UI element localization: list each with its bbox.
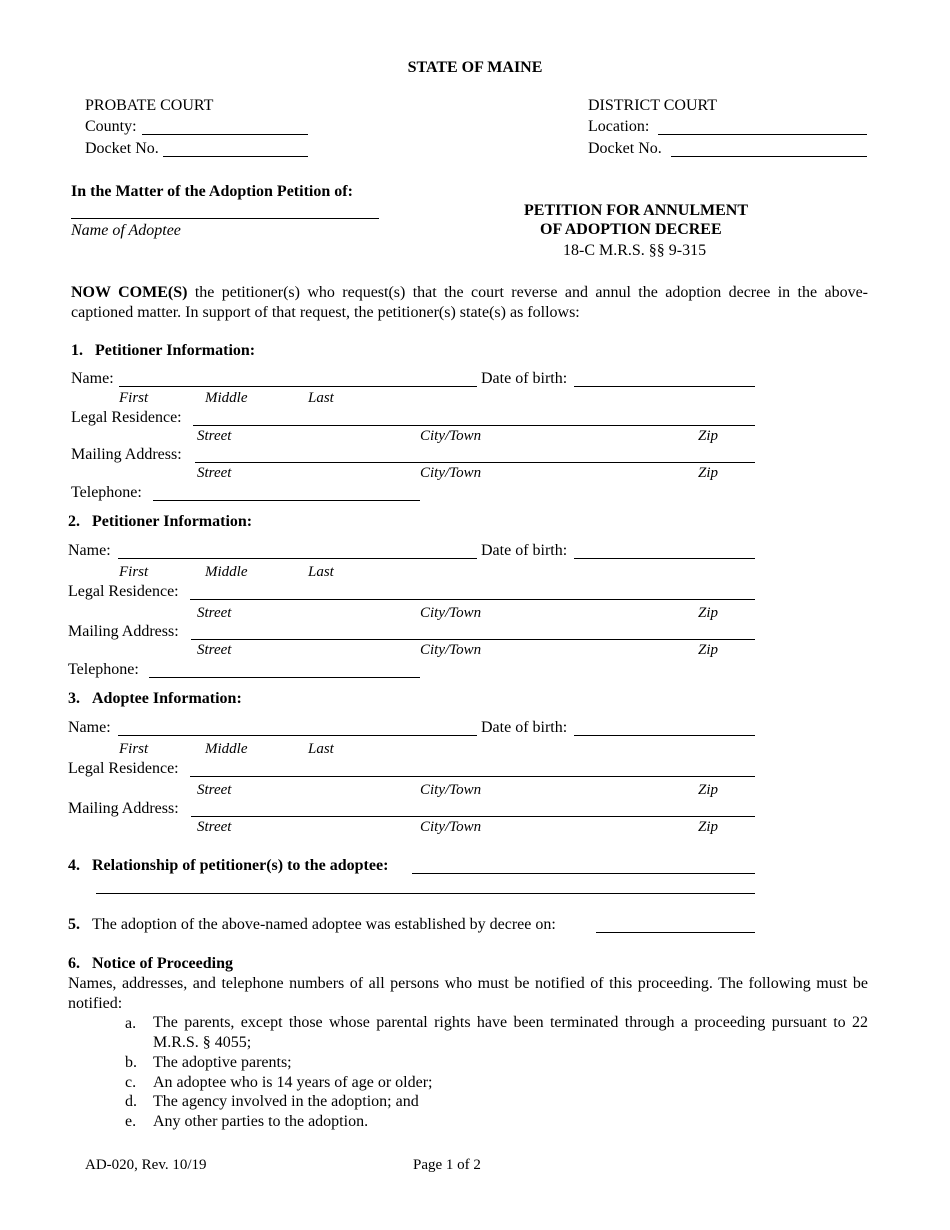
s2-ma-street-caption: Street bbox=[197, 642, 232, 658]
s3-mailing-address-field[interactable] bbox=[191, 816, 755, 817]
s1-telephone-label: Telephone: bbox=[71, 484, 142, 501]
s3-mailing-address-label: Mailing Address: bbox=[68, 800, 179, 817]
location-field[interactable] bbox=[658, 134, 867, 135]
probate-docket-label: Docket No. bbox=[85, 140, 159, 157]
probate-docket-field[interactable] bbox=[163, 156, 308, 157]
s1-first-caption: First bbox=[119, 390, 149, 406]
s1-ma-city-caption: City/Town bbox=[420, 465, 482, 481]
s2-telephone-label: Telephone: bbox=[68, 661, 139, 678]
section-5-text: 5. The adoption of the above-named adoptee was established by decree on: bbox=[68, 916, 556, 933]
s3-ma-zip-caption: Zip bbox=[698, 819, 719, 835]
s1-telephone-field[interactable] bbox=[153, 500, 420, 501]
form-id: AD-020, Rev. 10/19 bbox=[85, 1157, 207, 1173]
s3-first-caption: First bbox=[119, 741, 149, 757]
s1-lr-zip-caption: Zip bbox=[698, 428, 719, 444]
state-heading: STATE OF MAINE bbox=[407, 59, 543, 76]
matter-label: In the Matter of the Adoption Petition of: bbox=[71, 183, 353, 200]
s1-ma-street-caption: Street bbox=[197, 465, 232, 481]
s3-lr-zip-caption: Zip bbox=[698, 782, 719, 798]
district-docket-field[interactable] bbox=[671, 156, 867, 157]
s2-mailing-address-field[interactable] bbox=[191, 639, 755, 640]
s2-name-field[interactable] bbox=[118, 558, 477, 559]
adoptee-name-field[interactable] bbox=[71, 218, 379, 219]
section-2-heading: 2. Petitioner Information: bbox=[68, 513, 253, 530]
s1-legal-residence-label: Legal Residence: bbox=[71, 409, 182, 426]
notice-paragraph: Names, addresses, and telephone numbers of all persons who must be notified of this proceeding. The following must be notified: bbox=[68, 975, 868, 1012]
s2-legal-residence-field[interactable] bbox=[190, 599, 755, 600]
s3-ma-street-caption: Street bbox=[197, 819, 232, 835]
s3-legal-residence-label: Legal Residence: bbox=[68, 760, 179, 777]
section-1-heading: 1. Petitioner Information: bbox=[71, 342, 256, 359]
county-label: County: bbox=[85, 118, 137, 135]
s1-name-field[interactable] bbox=[119, 386, 477, 387]
s2-lr-city-caption: City/Town bbox=[420, 605, 482, 621]
s1-legal-residence-field[interactable] bbox=[193, 425, 755, 426]
s2-middle-caption: Middle bbox=[205, 564, 248, 580]
s3-name-label: Name: bbox=[68, 719, 111, 736]
notice-item-b-text: The adoptive parents; bbox=[153, 1054, 292, 1071]
s1-dob-label: Date of birth: bbox=[481, 370, 568, 387]
statute-citation: 18-C M.R.S. §§ 9-315 bbox=[563, 242, 707, 259]
s1-name-label: Name: bbox=[71, 370, 114, 387]
s1-last-caption: Last bbox=[308, 390, 334, 406]
form-title-line1: PETITION FOR ANNULMENT bbox=[524, 202, 749, 219]
s1-dob-field[interactable] bbox=[574, 386, 755, 387]
s2-ma-zip-caption: Zip bbox=[698, 642, 719, 658]
s3-dob-field[interactable] bbox=[574, 735, 755, 736]
s3-last-caption: Last bbox=[308, 741, 334, 757]
location-label: Location: bbox=[588, 118, 650, 135]
probate-court-title: PROBATE COURT bbox=[85, 97, 214, 114]
district-court-title: DISTRICT COURT bbox=[588, 97, 717, 114]
s2-name-label: Name: bbox=[68, 542, 111, 559]
notice-item-e-text: Any other parties to the adoption. bbox=[153, 1113, 369, 1130]
s2-mailing-address-label: Mailing Address: bbox=[68, 623, 179, 640]
s1-lr-street-caption: Street bbox=[197, 428, 232, 444]
s2-legal-residence-label: Legal Residence: bbox=[68, 583, 179, 600]
intro-paragraph bbox=[71, 283, 868, 323]
notice-item-c-text: An adoptee who is 14 years of age or older; bbox=[153, 1074, 433, 1091]
intro-text: the petitioner(s) who request(s) that the court reverse and annul the adoption decree in the above-captioned matter. In support of that request, the petitioner(s) state(s) as follows: bbox=[71, 284, 868, 321]
s3-ma-city-caption: City/Town bbox=[420, 819, 482, 835]
form-title-line2: OF ADOPTION DECREE bbox=[540, 221, 722, 238]
s1-ma-zip-caption: Zip bbox=[698, 465, 719, 481]
notice-item-a-text: The parents, except those whose parental rights have been terminated through a proceeding pursuant to 22 M.R.S. § 4055; bbox=[153, 1014, 868, 1051]
notice-item-a-letter: a. bbox=[125, 1015, 137, 1032]
s2-dob-field[interactable] bbox=[574, 558, 755, 559]
adoptee-name-caption: Name of Adoptee bbox=[71, 222, 181, 239]
notice-item-e-letter: e. bbox=[125, 1113, 137, 1130]
s3-middle-caption: Middle bbox=[205, 741, 248, 757]
notice-item-b-letter: b. bbox=[125, 1054, 137, 1071]
notice-item-c-letter: c. bbox=[125, 1074, 137, 1091]
relationship-field-line2[interactable] bbox=[96, 893, 755, 894]
s2-telephone-field[interactable] bbox=[149, 677, 420, 678]
page-number: Page 1 of 2 bbox=[413, 1157, 481, 1173]
s2-lr-street-caption: Street bbox=[197, 605, 232, 621]
s3-dob-label: Date of birth: bbox=[481, 719, 568, 736]
s2-first-caption: First bbox=[119, 564, 149, 580]
notice-item-d-text: The agency involved in the adoption; and bbox=[153, 1093, 419, 1110]
s1-lr-city-caption: City/Town bbox=[420, 428, 482, 444]
s1-mailing-address-label: Mailing Address: bbox=[71, 446, 182, 463]
s1-middle-caption: Middle bbox=[205, 390, 248, 406]
section-4-heading: 4. Relationship of petitioner(s) to the adoptee: bbox=[68, 857, 389, 874]
s2-last-caption: Last bbox=[308, 564, 334, 580]
s3-name-field[interactable] bbox=[118, 735, 477, 736]
s3-legal-residence-field[interactable] bbox=[190, 776, 755, 777]
section-3-heading: 3. Adoptee Information: bbox=[68, 690, 242, 707]
district-docket-label: Docket No. bbox=[588, 140, 662, 157]
notice-item-d-letter: d. bbox=[125, 1093, 137, 1110]
s2-dob-label: Date of birth: bbox=[481, 542, 568, 559]
relationship-field-line1[interactable] bbox=[412, 873, 755, 874]
intro-bold: NOW COME(S) bbox=[71, 284, 188, 301]
county-field[interactable] bbox=[142, 134, 308, 135]
s1-mailing-address-field[interactable] bbox=[195, 462, 755, 463]
s2-lr-zip-caption: Zip bbox=[698, 605, 719, 621]
s3-lr-street-caption: Street bbox=[197, 782, 232, 798]
s3-lr-city-caption: City/Town bbox=[420, 782, 482, 798]
s2-ma-city-caption: City/Town bbox=[420, 642, 482, 658]
section-6-heading: 6. Notice of Proceeding bbox=[68, 955, 233, 972]
decree-date-field[interactable] bbox=[596, 932, 755, 933]
